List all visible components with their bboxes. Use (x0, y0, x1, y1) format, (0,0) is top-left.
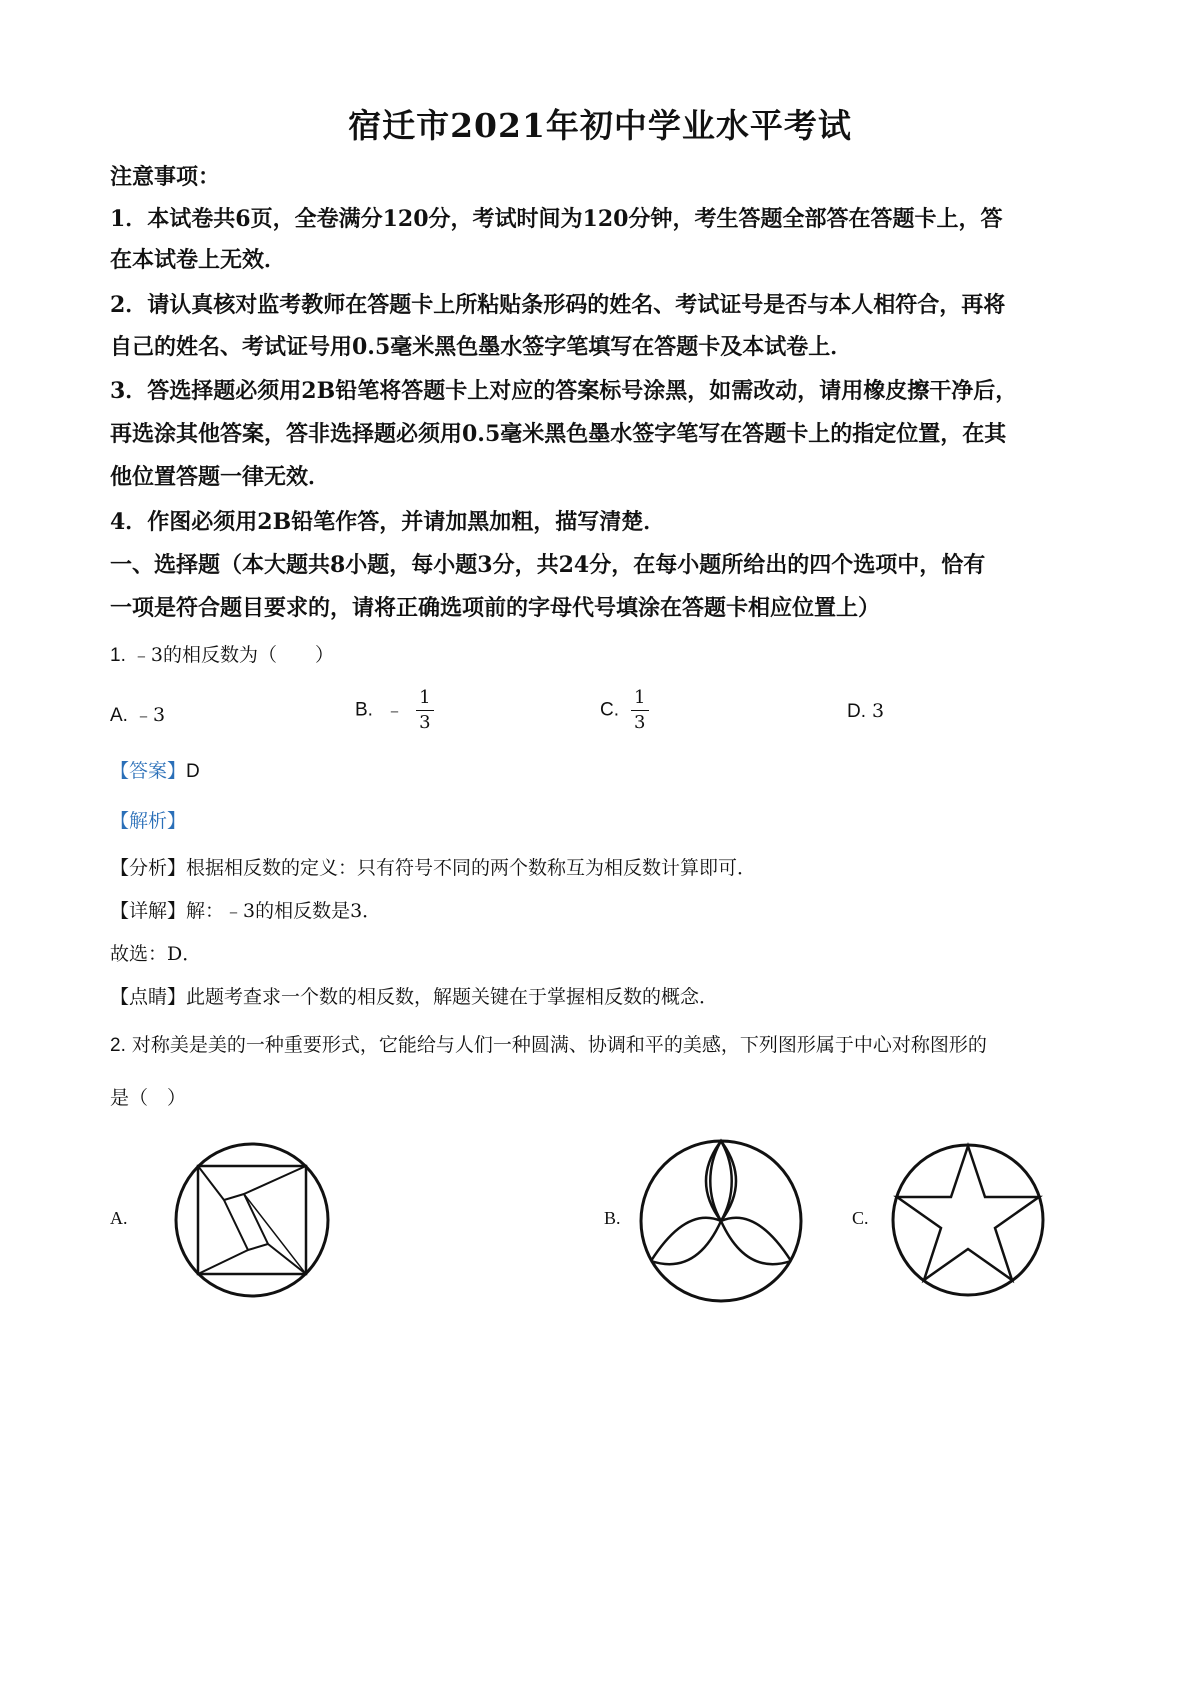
q1-option-c (600, 686, 649, 735)
q2-stem-line-2: 是（ ） (110, 1087, 187, 1109)
q1-comment: 【点睛】此题考查求一个数的相反数，解题关键在于掌握相反数的概念． (110, 986, 719, 1008)
q1-detail: 【详解】解：﹣3的相反数是3． (110, 900, 382, 922)
q1-analysis-tag: 【解析】 (110, 811, 187, 832)
q1-answer-tag: 【答案】 (110, 761, 187, 782)
q1-option-c-fraction (631, 686, 648, 735)
q2-option-a-label: A. (110, 1208, 128, 1228)
notice-line-4: 自己的姓名、考试证号用0.5毫米黑色墨水签字笔填写在答题卡及本试卷上． (110, 334, 853, 360)
q1-number: 1. (110, 645, 126, 666)
q1-analysis-heading (110, 806, 186, 833)
q1-stem (110, 640, 334, 667)
q1-option-d-label: D. (847, 701, 866, 722)
three-arcs-in-circle-figure (636, 1136, 806, 1306)
q1-option-c-numerator: 1 (631, 686, 648, 711)
page-title: 宿迁市2021年初中学业水平考试 (348, 106, 852, 145)
notice-line-8: 4．作图必须用2B铅笔作答，并请加黑加粗，描写清楚． (110, 509, 666, 535)
q2-number: 2. (110, 1035, 126, 1056)
notice-line-5: 3．答选择题必须用2B铅笔将答题卡上对应的答案标号涂黑，如需改动，请用橡皮擦干净后， (110, 378, 1018, 404)
notice-line-7: 他位置答题一律无效． (110, 464, 331, 490)
q1-option-b-numerator: 1 (416, 686, 433, 711)
q1-option-b-sign: ﹣ (385, 698, 405, 721)
q1-option-c-label: C. (600, 699, 619, 721)
q1-option-c-denominator: 3 (634, 712, 646, 733)
q2-stem-text-1: 对称美是美的一种重要形式，它能给与人们一种圆满、协调和平的美感，下列图形属于中心对称图形的 (131, 1034, 987, 1056)
q1-option-b (355, 686, 434, 735)
q1-option-d-value: 3 (872, 700, 885, 722)
q1-answer-value: D (186, 761, 200, 782)
q2-stem-line-1 (110, 1030, 987, 1057)
q1-option-a-value: ﹣3 (134, 704, 166, 726)
notice-line-3: 2．请认真核对监考教师在答题卡上所粘贴条形码的姓名、考试证号是否与本人相符合，再将 (110, 292, 1006, 318)
q1-option-a-label: A. (110, 705, 128, 726)
q1-option-a (110, 700, 165, 727)
notice-line-1: 1．本试卷共6页，全卷满分120分，考试时间为120分钟，考生答题全部答在答题卡上，答 (110, 206, 1003, 232)
section1-line-1: 一、选择题（本大题共8小题，每小题3分，共24分，在每小题所给出的四个选项中，恰有 (110, 552, 986, 578)
q2-option-b-label: B. (604, 1208, 621, 1228)
q1-stem-text: ﹣3的相反数为（ ） (131, 644, 334, 666)
section1-line-2: 一项是符合题目要求的，请将正确选项前的字母代号填涂在答题卡相应位置上） (110, 595, 881, 621)
star-in-circle-figure (888, 1140, 1048, 1300)
q1-analysis: 【分析】根据相反数的定义：只有符号不同的两个数称互为相反数计算即可． (110, 857, 757, 879)
q1-option-b-fraction (416, 686, 433, 735)
q1-answer (110, 756, 200, 783)
q1-option-d (847, 700, 884, 723)
q1-choice: 故选：D． (110, 943, 202, 965)
square-pinwheel-in-circle-figure (172, 1140, 332, 1300)
q1-option-b-denominator: 3 (419, 712, 431, 733)
notice-heading: 注意事项： (110, 164, 221, 190)
q1-option-b-label: B. (355, 699, 373, 721)
notice-line-6: 再选涂其他答案，答非选择题必须用0.5毫米黑色墨水签字笔写在答题卡上的指定位置，在其 (110, 421, 1007, 447)
q2-option-c-label: C. (852, 1208, 869, 1228)
notice-line-2: 在本试卷上无效． (110, 247, 287, 273)
